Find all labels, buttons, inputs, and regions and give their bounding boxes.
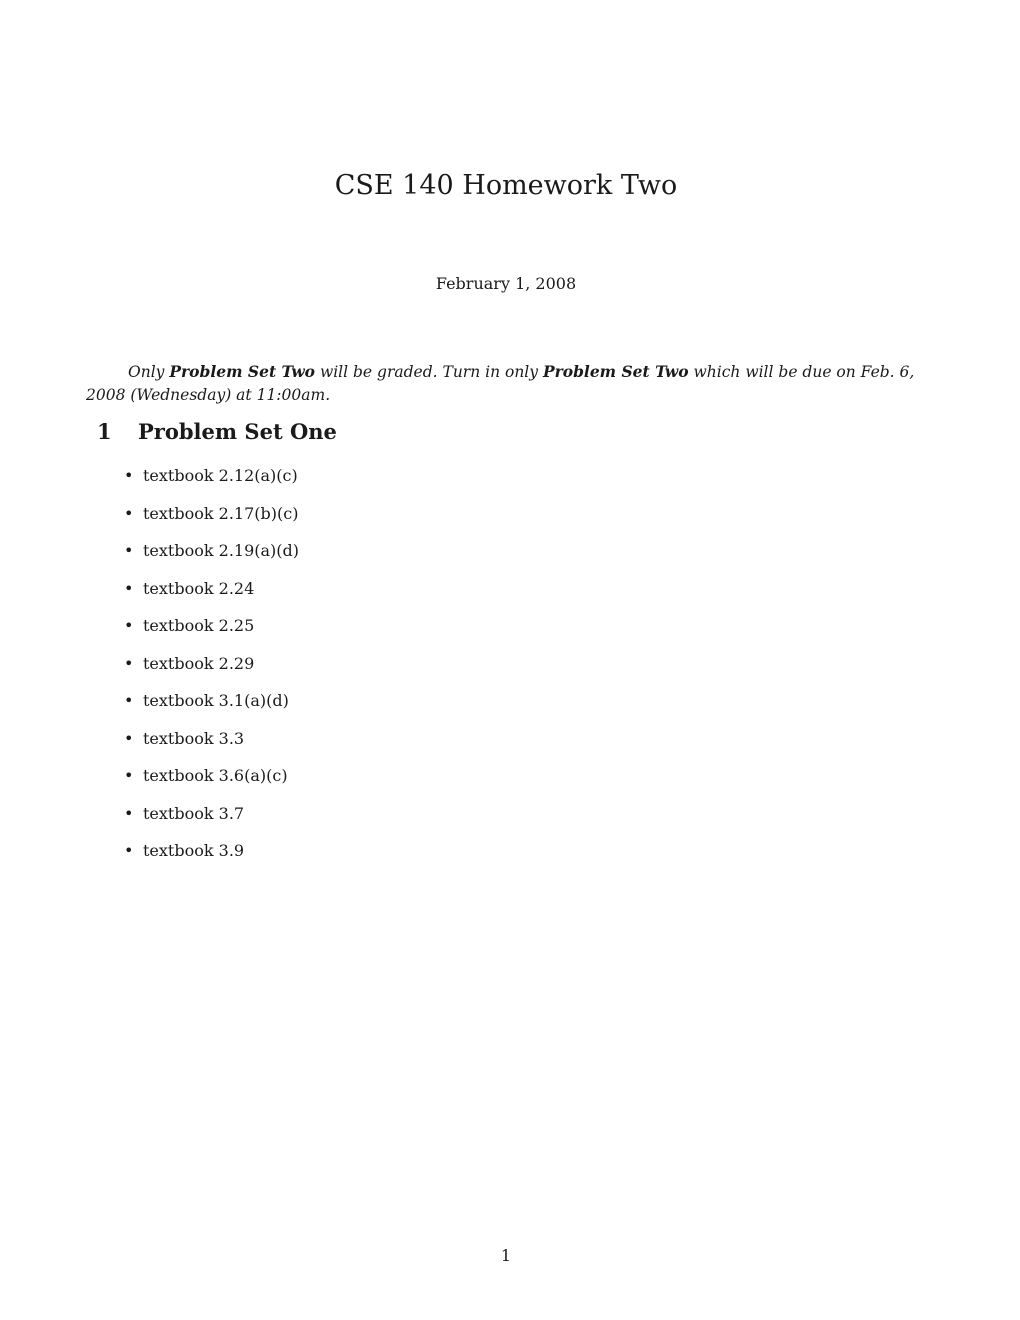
list-item bbox=[124, 576, 299, 614]
list-item-text: textbook 2.29 bbox=[143, 653, 255, 673]
list-item bbox=[124, 801, 299, 839]
list-item-text: textbook 3.1(a)(d) bbox=[143, 691, 289, 710]
bullet-icon: • bbox=[124, 578, 134, 598]
list-item-text: textbook 2.24 bbox=[143, 578, 255, 598]
list-item bbox=[124, 463, 299, 501]
bullet-icon: • bbox=[124, 841, 134, 860]
bullet-icon: • bbox=[124, 803, 134, 823]
list-item bbox=[124, 613, 299, 651]
list-item-text: textbook 2.12(a)(c) bbox=[143, 466, 298, 485]
intro-paragraph bbox=[86, 360, 926, 407]
section-heading bbox=[97, 419, 337, 444]
list-item-text: textbook 2.19(a)(d) bbox=[143, 541, 300, 560]
list-item bbox=[124, 501, 299, 539]
list-item-text: textbook 2.17(b)(c) bbox=[143, 503, 299, 523]
list-item bbox=[124, 838, 299, 876]
problem-list bbox=[124, 463, 299, 876]
intro-text-1: Only bbox=[128, 362, 170, 381]
section-number: 1 bbox=[97, 419, 112, 444]
section-title: Problem Set One bbox=[138, 419, 337, 444]
bullet-icon: • bbox=[124, 653, 134, 673]
bullet-icon: • bbox=[124, 541, 134, 560]
bullet-icon: • bbox=[124, 616, 134, 635]
bullet-icon: • bbox=[124, 766, 134, 785]
bullet-icon: • bbox=[124, 691, 134, 710]
list-item bbox=[124, 538, 299, 576]
document-title: CSE 140 Homework Two bbox=[334, 170, 678, 201]
list-item-text: textbook 3.3 bbox=[143, 728, 245, 748]
bullet-icon: • bbox=[124, 728, 134, 748]
document-date: February 1, 2008 bbox=[435, 274, 577, 293]
list-item bbox=[124, 688, 299, 726]
bullet-icon: • bbox=[124, 466, 134, 485]
bullet-icon: • bbox=[124, 503, 134, 523]
list-item-text: textbook 3.9 bbox=[143, 841, 245, 860]
list-item bbox=[124, 763, 299, 801]
list-item-text: textbook 3.6(a)(c) bbox=[143, 766, 288, 785]
list-item bbox=[124, 651, 299, 689]
intro-text-2: will be graded. Turn in only bbox=[315, 362, 543, 381]
intro-emphasis-1: Problem Set Two bbox=[169, 361, 316, 381]
list-item bbox=[124, 726, 299, 764]
list-item-text: textbook 3.7 bbox=[143, 803, 245, 823]
list-item-text: textbook 2.25 bbox=[143, 616, 255, 635]
page-number: 1 bbox=[500, 1246, 512, 1265]
intro-emphasis-2: Problem Set Two bbox=[542, 361, 689, 381]
intro-text-3: which will be due on Feb. 6, 2008 (Wednesday) at 11:00am. bbox=[86, 362, 915, 404]
